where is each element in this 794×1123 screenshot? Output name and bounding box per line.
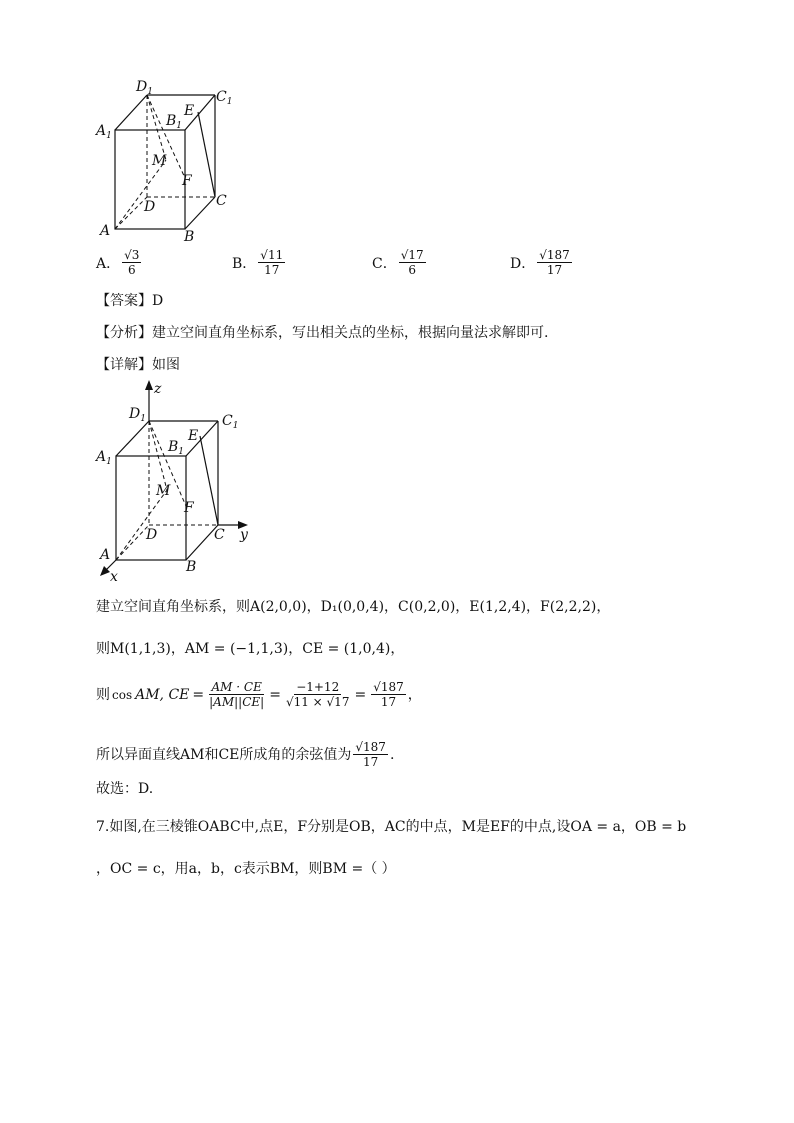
analysis-tag: 【分析】 — [96, 325, 152, 341]
detail-text: 如图 — [152, 357, 180, 373]
label-M: M — [156, 483, 171, 499]
label-F: F — [182, 173, 192, 189]
option-d: D． $\frac{√187}{17}$ — [510, 248, 570, 277]
label-B1: $B_1$ — [168, 439, 185, 457]
answer-value: D — [152, 293, 164, 309]
label-C1: $C_1$ — [222, 413, 239, 431]
conclusion-line: 所以异面直线AM和CE所成角的余弦值为 $\frac{√187}{17}$ . — [96, 740, 395, 769]
label-A1: $A_1$ — [96, 123, 112, 141]
option-b: B． $\frac{√11}{17}$ — [232, 248, 284, 277]
question-7-line-2: ，OC = c，用a，b，c表示BM，则BM =（ ） — [96, 861, 396, 877]
cuboid-axes-diagram — [92, 378, 262, 583]
label-M: M — [152, 153, 167, 169]
option-a: A． $\frac{√3}{6}$ — [96, 248, 140, 277]
label-B: B — [184, 229, 195, 245]
cuboid-figure-2 — [92, 378, 262, 583]
cosine-line: 则 cos AM, CE = $\frac{AM \cdot CE}{|AM||CE|}$ = $\frac{-1+12}{√11 \times √17}$ = $\frac{√187}{17}$ ， — [96, 680, 422, 709]
detail-tag: 【详解】 — [96, 357, 152, 373]
label-B: B — [186, 559, 197, 575]
answer-tag: 【答案】 — [96, 293, 152, 309]
label-D: D — [144, 199, 156, 215]
label-C: C — [216, 193, 227, 209]
axis-y-label: y — [240, 527, 248, 543]
analysis-text: 建立空间直角坐标系，写出相关点的坐标，根据向量法求解即可. — [152, 325, 549, 341]
question-7-line-1: 7.如图,在三棱锥OABC中,点E，F分别是OB，AC的中点，M是EF的中点,设OA = a，OB = b — [96, 819, 687, 835]
cuboid-figure-1 — [92, 79, 252, 245]
axis-x-label: x — [110, 569, 118, 585]
label-C: C — [214, 527, 225, 543]
label-D: D — [146, 527, 158, 543]
coords-line: 建立空间直角坐标系，则A(2,0,0)，D₁(0,0,4)，C(0,2,0)，E(1,2,4)，F(2,2,2)， — [96, 599, 611, 615]
label-E: E — [184, 103, 195, 119]
label-B1: $B_1$ — [166, 113, 183, 131]
vectors-line: 则M(1,1,3)，AM = (−1,1,3)，CE = (1,0,4)， — [96, 641, 405, 657]
option-c: C． $\frac{√17}{6}$ — [372, 248, 424, 277]
analysis-line — [96, 324, 548, 342]
axis-z-label: z — [154, 381, 162, 397]
detail-line — [96, 356, 180, 374]
choice-line: 故选：D. — [96, 781, 154, 797]
label-A1: $A_1$ — [96, 449, 112, 467]
answer-line — [96, 292, 163, 310]
label-C1: $C_1$ — [216, 89, 233, 107]
label-D1: $D_1$ — [129, 406, 146, 424]
label-A: A — [100, 547, 111, 563]
label-F: F — [184, 500, 194, 516]
label-D1: $D_1$ — [136, 79, 153, 97]
label-A: A — [100, 223, 111, 239]
label-E: E — [188, 428, 199, 444]
